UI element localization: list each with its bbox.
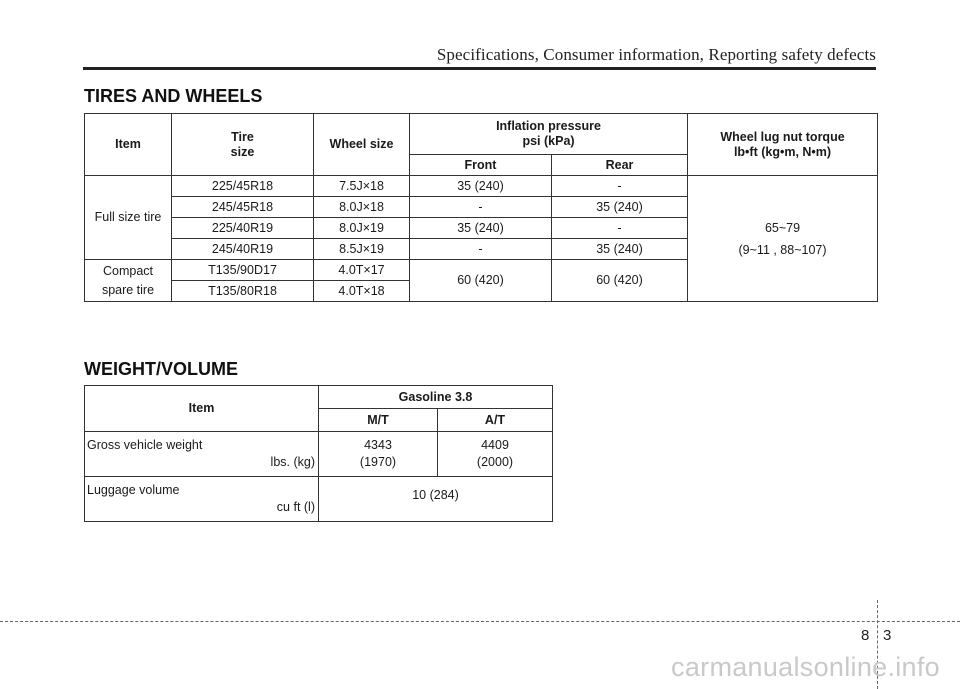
- weight-volume-title: WEIGHT/VOLUME: [84, 359, 238, 379]
- tires-wheels-table: [84, 113, 878, 302]
- weight-volume-table: [84, 385, 553, 522]
- header-mt: M/T: [319, 409, 438, 432]
- rear-pressure-cell: 35 (240): [552, 239, 688, 260]
- front-pressure-cell: 35 (240): [410, 176, 552, 197]
- wheel-size-cell: 4.0T×17: [314, 260, 410, 281]
- front-pressure-cell: -: [410, 197, 552, 218]
- tire-size-cell: T135/90D17: [172, 260, 314, 281]
- lug-nut-torque-value: 65~79 (9~11 , 88~107): [688, 176, 878, 302]
- rear-pressure-cell: 35 (240): [552, 197, 688, 218]
- header-title: Specifications, Consumer information, Reporting safety defects: [436, 45, 876, 64]
- wheel-size-cell: 4.0T×18: [314, 281, 410, 302]
- header-gasoline-engine: Gasoline 3.8: [319, 386, 553, 409]
- header-rear: Rear: [552, 155, 688, 176]
- tire-size-cell: 225/40R19: [172, 218, 314, 239]
- header-wheel-size: Wheel size: [314, 114, 410, 176]
- wheel-size-cell: 8.0J×19: [314, 218, 410, 239]
- rear-pressure-cell: -: [552, 176, 688, 197]
- gross-weight-label: Gross vehicle weight lbs. (kg): [85, 432, 319, 477]
- rear-pressure-cell: -: [552, 218, 688, 239]
- compact-front-pressure: 60 (420): [410, 260, 552, 302]
- header-item: Item: [85, 114, 172, 176]
- luggage-volume-label: Luggage volume cu ft (l): [85, 477, 319, 522]
- header-rule: [83, 67, 876, 70]
- tire-size-cell: 245/40R19: [172, 239, 314, 260]
- front-pressure-cell: 35 (240): [410, 218, 552, 239]
- compact-spare-label: Compact spare tire: [85, 260, 172, 302]
- header-at: A/T: [438, 409, 553, 432]
- header-lug-nut-torque: Wheel lug nut torque lb•ft (kg•m, N•m): [688, 114, 878, 176]
- table-header-row: [85, 114, 878, 155]
- watermark: carmanualsonline.info: [671, 652, 940, 682]
- table-row: [85, 176, 878, 197]
- header-front: Front: [410, 155, 552, 176]
- footer-rule: [0, 621, 960, 622]
- table-header-row: [85, 386, 553, 409]
- tire-size-cell: 225/45R18: [172, 176, 314, 197]
- table-row: [85, 477, 553, 522]
- front-pressure-cell: -: [410, 239, 552, 260]
- page-number-right: 3: [883, 627, 892, 644]
- table-row: [85, 432, 553, 477]
- wheel-size-cell: 8.5J×19: [314, 239, 410, 260]
- tires-wheels-title: TIRES AND WHEELS: [84, 86, 263, 106]
- gross-weight-mt: 4343 (1970): [319, 432, 438, 477]
- luggage-volume-value: 10 (284): [319, 477, 553, 522]
- wheel-size-cell: 8.0J×18: [314, 197, 410, 218]
- compact-rear-pressure: 60 (420): [552, 260, 688, 302]
- header-tire-size: Tire size: [172, 114, 314, 176]
- wheel-size-cell: 7.5J×18: [314, 176, 410, 197]
- tire-size-cell: T135/80R18: [172, 281, 314, 302]
- full-size-tire-label: Full size tire: [85, 176, 172, 260]
- page-number-left: 8: [861, 627, 870, 644]
- header-inflation-pressure: Inflation pressure psi (kPa): [410, 114, 688, 155]
- gross-weight-at: 4409 (2000): [438, 432, 553, 477]
- header-item: Item: [85, 386, 319, 432]
- tire-size-cell: 245/45R18: [172, 197, 314, 218]
